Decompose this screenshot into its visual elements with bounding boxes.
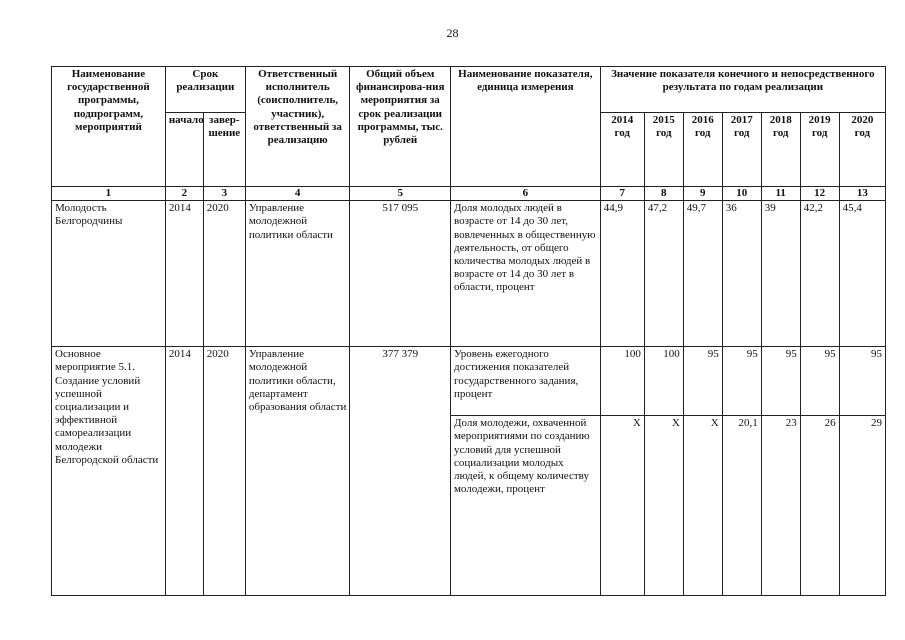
col-number: 10: [722, 187, 761, 201]
value-cell: 42,2: [800, 201, 839, 347]
value-cell: 95: [722, 347, 761, 416]
value-cell: 47,2: [644, 201, 683, 347]
responsible: Управление молодежной политики области: [245, 201, 350, 347]
value-cell: 95: [800, 347, 839, 416]
year-header: 2020 год: [839, 113, 885, 187]
value-cell: 45,4: [839, 201, 885, 347]
responsible-header: Ответственный исполнитель (соисполнитель, участник), ответственный за реализацию: [245, 67, 350, 187]
year-header: 2014 год: [600, 113, 644, 187]
srok-header: Срок реализации: [165, 67, 245, 113]
value-cell: Х: [600, 416, 644, 596]
value-cell: 39: [761, 201, 800, 347]
header-row-1: [52, 67, 886, 113]
value-cell: 95: [839, 347, 885, 416]
value-cell: 29: [839, 416, 885, 596]
col-number: 7: [600, 187, 644, 201]
indicator: Доля молодых людей в возрасте от 14 до 30 лет, вовлеченных в общественную деятельность, от общего количества молодых людей в возрасте от 14 до 30 лет в области, процент: [450, 201, 600, 347]
col-number: 2: [165, 187, 203, 201]
indicator: Доля молодежи, охваченной мероприятиями по созданию условий для успешной социализации молодых людей, к общему количеству молодежи, процент: [450, 416, 600, 596]
values-group-header: Значение показателя конечного и непосредственного результата по годам реализации: [600, 67, 885, 113]
table-row: [52, 201, 886, 347]
year-header: 2015 год: [644, 113, 683, 187]
col-name-header: Наименование государственной программы, подпрограмм, мероприятий: [52, 67, 166, 187]
col-number: 8: [644, 187, 683, 201]
start-year: 2014: [165, 201, 203, 347]
page-number: 28: [446, 26, 459, 40]
responsible: Управление молодежной политики области, департамент образования области: [245, 347, 350, 596]
col-number: 9: [683, 187, 722, 201]
value-cell: 20,1: [722, 416, 761, 596]
funding: 517 095: [350, 201, 451, 347]
col-number: 12: [800, 187, 839, 201]
year-header: 2018 год: [761, 113, 800, 187]
col-number: 5: [350, 187, 451, 201]
col-number: 3: [203, 187, 245, 201]
end-year: 2020: [203, 347, 245, 596]
funding-header: Общий объем финансирова-ния мероприятия за срок реализации программы, тыс. рублей: [350, 67, 451, 187]
funding: 377 379: [350, 347, 451, 596]
value-cell: Х: [644, 416, 683, 596]
col-number: 6: [450, 187, 600, 201]
value-cell: 26: [800, 416, 839, 596]
value-cell: 44,9: [600, 201, 644, 347]
table-row: [52, 347, 886, 416]
indicator: Уровень ежегодного достижения показателей государственного задания, процент: [450, 347, 600, 416]
end-year: 2020: [203, 201, 245, 347]
year-header: 2019 год: [800, 113, 839, 187]
program-table: [51, 66, 886, 596]
column-number-row: [52, 187, 886, 201]
value-cell: 49,7: [683, 201, 722, 347]
value-cell: 23: [761, 416, 800, 596]
value-cell: 95: [683, 347, 722, 416]
year-header: 2017 год: [722, 113, 761, 187]
program-name: Молодость Белгородчины: [52, 201, 166, 347]
end-header: завер-шение: [203, 113, 245, 187]
col-number: 11: [761, 187, 800, 201]
col-number: 1: [52, 187, 166, 201]
year-header: 2016 год: [683, 113, 722, 187]
start-year: 2014: [165, 347, 203, 596]
value-cell: Х: [683, 416, 722, 596]
col-number: 4: [245, 187, 350, 201]
program-name: Основное мероприятие 5.1. Создание условий успешной социализации и эффективной самореализации молодежи Белгородской области: [52, 347, 166, 596]
indicator-header: Наименование показателя, единица измерения: [450, 67, 600, 187]
value-cell: 100: [600, 347, 644, 416]
col-number: 13: [839, 187, 885, 201]
value-cell: 36: [722, 201, 761, 347]
value-cell: 95: [761, 347, 800, 416]
start-header: начало: [165, 113, 203, 187]
value-cell: 100: [644, 347, 683, 416]
